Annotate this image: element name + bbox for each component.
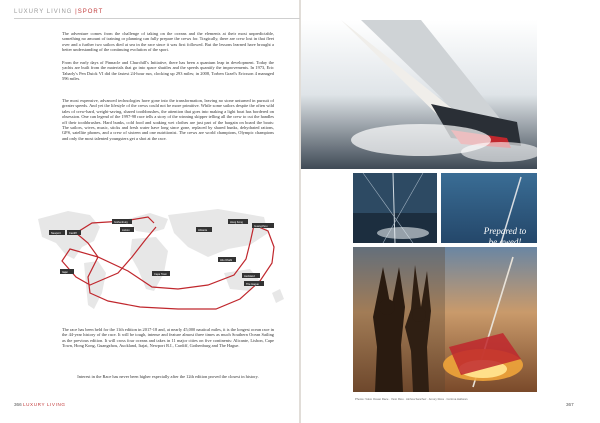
photo-caption: Photos: Volvo Ocean Race · Yann Riou · Ainhoa Sanchez · Amory Ross · Corinna Halloran: [355, 397, 468, 401]
map-label-lisbon: Lisbon: [122, 228, 130, 232]
map-label-abu-dhabi: Abu Dhabi: [220, 258, 233, 262]
map-label-hong-kong: Hong Kong: [230, 220, 243, 224]
map-label-gothenburg: Gothenburg: [114, 220, 128, 224]
header-rule: [14, 18, 300, 19]
header-right: SPORT: [77, 9, 104, 15]
map-label-cape-town: Cape Town: [154, 272, 167, 276]
paragraph-5: Interest in the Race has never been higher especially after the 12th edition proved the closest in history.: [77, 374, 259, 379]
tagline: [440, 226, 570, 248]
map-label-the-hague: The Hague: [246, 282, 259, 286]
footer-left: [14, 402, 66, 407]
paragraph-4: The race has been held for the 11th edition in 2017-18 and, at nearly 45,000 nautical miles, it is the longest ocean race in the 44-year history of the race. It will be tough, intense and feature almost three times as much Southern Ocean Sailing as the previous edition. It will cross four oceans and takes in 11 major cities on five continents: Alicante, Lisbon, Cape Town, Hong Kong, Guangzhou, Auckland, Itajai, Newport R.I., Cardiff, Gothenburg and The Hague.: [62, 327, 274, 349]
world-map-svg: [28, 197, 290, 323]
paragraph-3: The most expensive, advanced technologies have gone into the transformation, leaving no stone unturned in pursuit of greater speeds. And yet the lifestyle of the crews could not be more primitive. While some sailors despite the often wild tales of crew-hard, weight-saving, shared toothbrushes, the attention that goes into making a light boat has bordered on obsession. One can legend of the 1997-98 race tells a story of the winning skipper telling all the crew to cut the handles off their toothbrushes. Hard bunks, cold food and soaking wet clothes are just part of the bargain on board the boats: The sailors, wives, music, sticks and fresh water have long since gone, replaced by shared bunks, dehydrated rations, GPS, satellite phones, and a crew of sixteen and one nutritionist. The crews are world champions, Olympic champions and only the most talented youngsters get a shot at the race.: [62, 98, 274, 141]
race-route-map: [28, 197, 290, 323]
section-header: [14, 9, 103, 15]
page-number-right: 367: [566, 402, 574, 407]
paragraph-1: The adventure comes from the challenge of taking on the oceans and the elements at their most unpredictable, something no amount of training or planning can fully prepare the crews for. Tragically, there are crew lost in that fleet over and a further two sailors died at sea in the race since it was first followed. But the lessons learned have brought a better understanding of the continuing evolution of the sport.: [62, 31, 274, 53]
tagline-line-2: be awed!: [488, 237, 522, 247]
photo-sailing-yacht-spray: [301, 20, 537, 169]
map-label-newport: Newport: [51, 231, 61, 235]
page-number-left: 366: [14, 402, 22, 407]
map-label-auckland: Auckland: [244, 274, 255, 278]
map-label-alicante: Alicante: [198, 228, 208, 232]
map-label-cardiff: Cardiff: [69, 231, 77, 235]
map-label-itajai: Itajai: [62, 270, 68, 274]
paragraph-2: From the early days of Pinnacle and Churchill's Initiative, there has been a quantum leap in development. Today the yachts are built from the materials that go into space shuttles and the speeds quantify the improvements. In 1973, Eric Tabarly's Pen Duick VI did the fastest 24-hour run, clocking up 293 miles; in 2008, Torben Grael's Ericsson 4 managed 596 miles.: [62, 60, 274, 82]
photo-crew-celebration: [353, 247, 537, 392]
map-label-guangzhou: Guangzhou: [254, 224, 268, 228]
tagline-line-1: Prepared to: [483, 226, 527, 236]
photo-deck-rigging: [353, 173, 437, 243]
header-sep: |: [75, 9, 78, 15]
header-left: LUXURY LIVING: [14, 9, 76, 15]
footer-section: LUXURY LIVING: [22, 402, 66, 407]
